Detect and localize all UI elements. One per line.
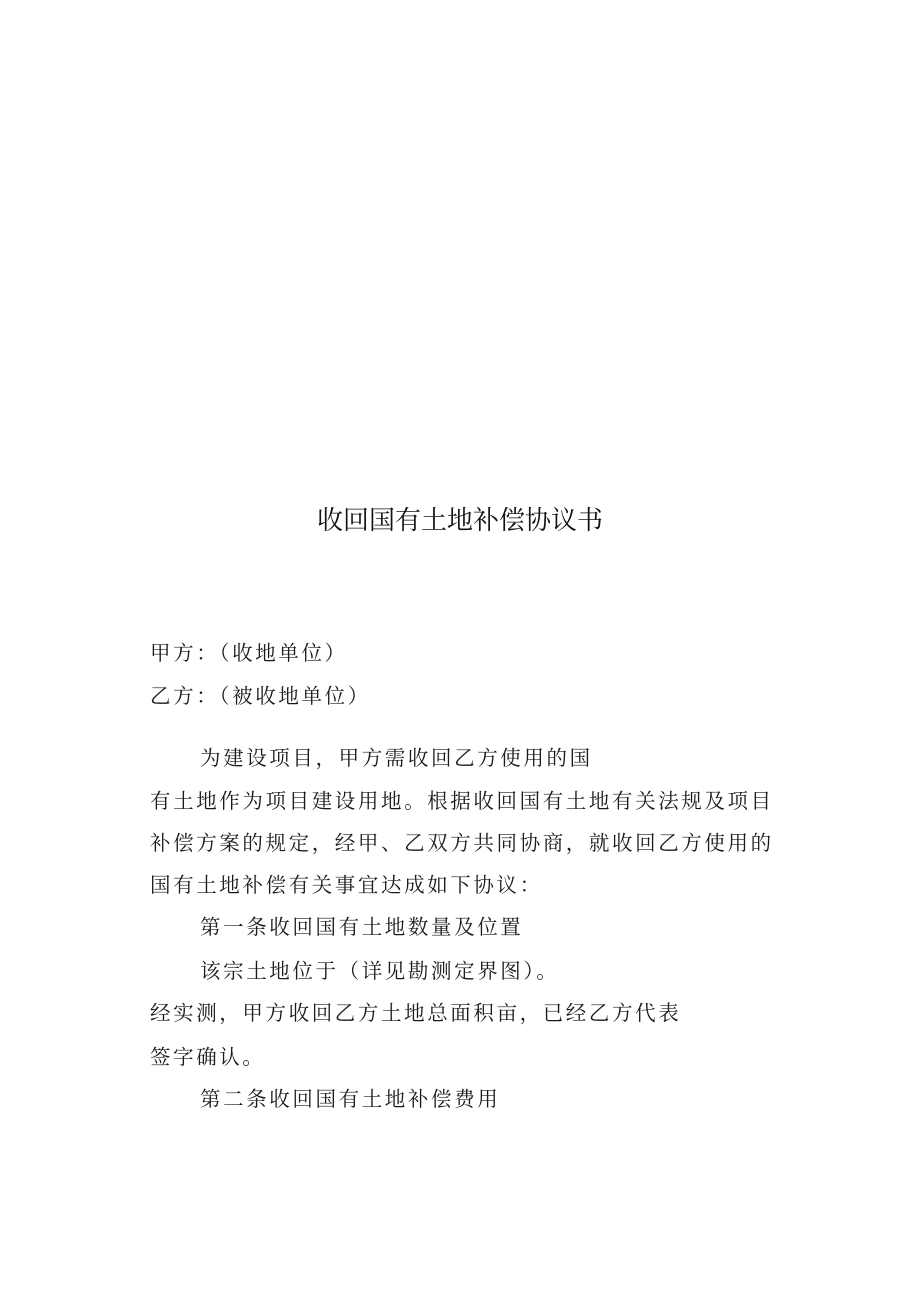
- party-a-line: 甲方：（收地单位）: [150, 641, 348, 665]
- paragraph-line: 该宗土地位于（详见勘测定界图）。: [200, 959, 560, 983]
- paragraph-line: 经实测，甲方收回乙方土地总面积亩，已经乙方代表: [150, 1001, 682, 1025]
- document-title: 收回国有土地补偿协议书: [316, 506, 603, 536]
- article-heading: 第二条收回国有土地补偿费用: [200, 1087, 501, 1111]
- paragraph-line: 补偿方案的规定，经甲、乙双方共同协商，就收回乙方使用的: [150, 831, 774, 855]
- paragraph-line: 有土地作为项目建设用地。根据收回国有土地有关法规及项目: [150, 789, 774, 813]
- paragraph-line: 国有土地补偿有关事宜达成如下协议：: [150, 873, 543, 897]
- paragraph-line: 为建设项目，甲方需收回乙方使用的国: [200, 746, 593, 770]
- article-heading: 第一条收回国有土地数量及位置: [200, 915, 524, 939]
- paragraph-line: 签字确认。: [150, 1045, 266, 1069]
- party-b-line: 乙方：（被收地单位）: [150, 684, 371, 708]
